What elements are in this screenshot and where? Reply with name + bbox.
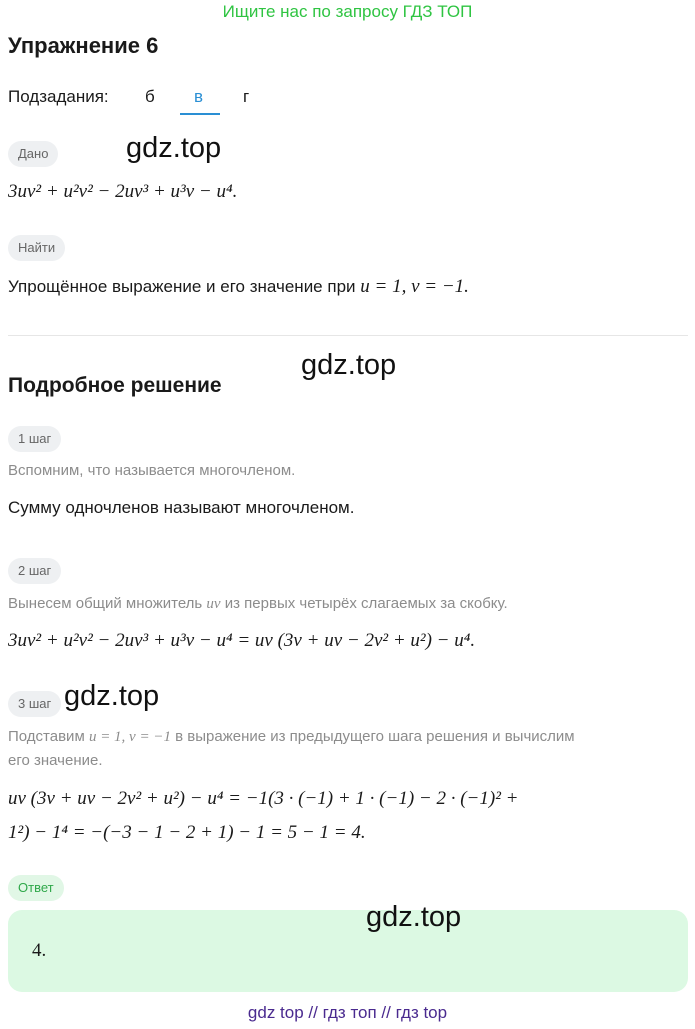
step-3-formula-line2: 1²) − 1⁴ = −(−3 − 1 − 2 + 1) − 1 = 5 − 1 = 4. [8,822,366,843]
solution-title: Подробное решение [8,374,222,397]
step-2-formula: 3uv² + u²v² − 2uv³ + u³v − u⁴ = uv (3v + uv − 2v² + u²) − u⁴. [8,630,476,651]
step-2-hint-var: uv [206,596,221,612]
step-2-badge: 2 шаг [8,558,61,584]
step-1-hint: Вспомним, что называется многочленом. [8,462,296,479]
step-3-hint-after: в выражение из предыдущего шага решения и вычислим [175,728,575,745]
subtasks-label: Подзадания: [8,87,109,106]
section-divider [8,335,688,336]
promo-banner[interactable]: Ищите нас по запросу ГДЗ ТОП [222,2,473,21]
given-badge: Дано [8,141,58,167]
watermark: gdz.top [301,349,397,381]
step-3-formula-line1: uv (3v + uv − 2v² + u²) − u⁴ = −1(3 · (−1) + 1 · (−1) − 2 · (−1)² + [8,788,519,809]
step-3-hint-line2: его значение. [8,752,103,769]
tab-g[interactable]: г [243,87,250,106]
step-3-hint [8,728,575,746]
watermark: gdz.top [126,132,222,164]
step-2-hint-before: Вынесем общий множитель [8,595,203,612]
tab-v[interactable]: в [194,87,204,106]
answer-badge: Ответ [8,875,64,901]
find-condition: u = 1, v = −1. [360,276,469,297]
step-1-badge: 1 шаг [8,426,61,452]
page-title: Упражнение 6 [8,33,159,58]
step-3-badge: 3 шаг [8,691,61,717]
watermark: gdz.top [64,680,160,712]
answer-value: 4. [32,940,47,961]
given-expression: 3uv² + u²v² − 2uv³ + u³v − u⁴. [8,181,238,202]
tab-b[interactable]: б [145,87,155,106]
step-3-hint-before: Подставим [8,728,85,745]
step-2-hint [8,595,508,613]
find-badge: Найти [8,235,65,261]
step-3-hint-var: u = 1, v = −1 [88,729,171,745]
answer-box [8,910,688,992]
active-tab-indicator [180,113,220,115]
find-description: Упрощённое выражение и его значение при [8,277,356,296]
step-1-text: Сумму одночленов называют многочленом. [8,498,355,517]
find-text [8,276,469,298]
watermark: gdz.top [366,901,462,933]
step-2-hint-after: из первых четырёх слагаемых за скобку. [224,595,508,612]
footer-links[interactable]: gdz top // гдз топ // гдз top [247,1003,448,1022]
